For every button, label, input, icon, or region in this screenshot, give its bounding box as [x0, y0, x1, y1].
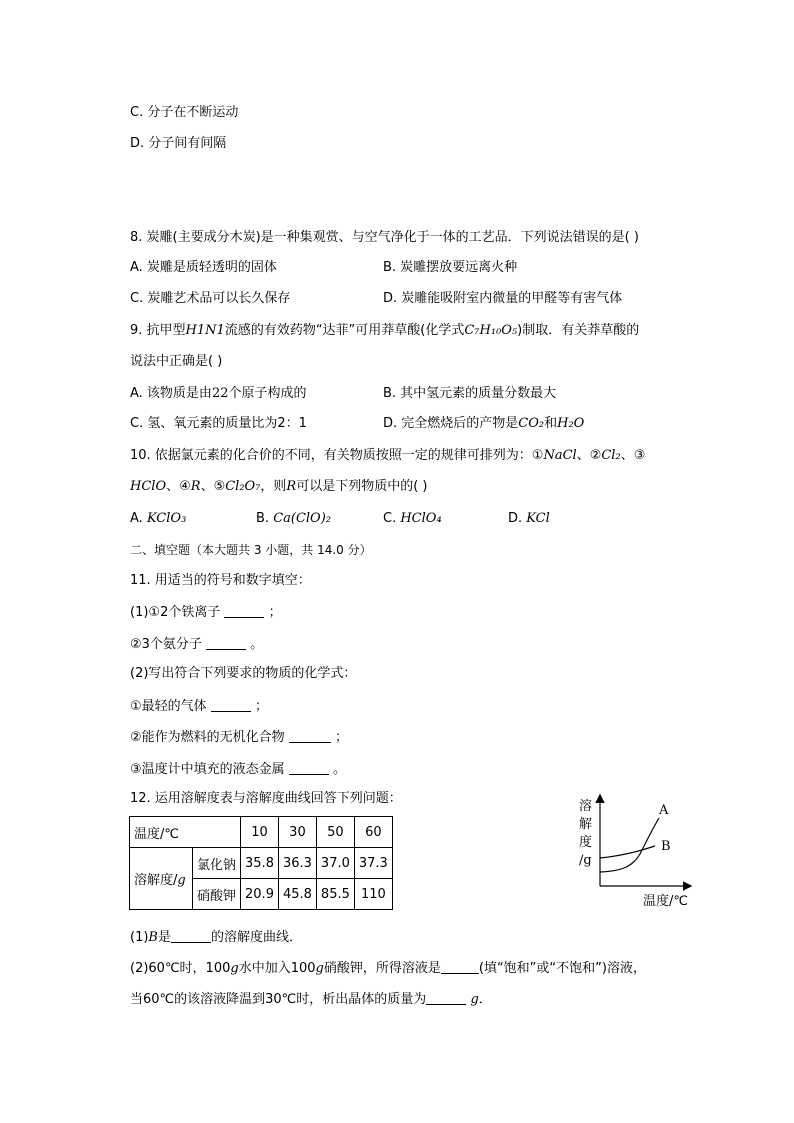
solubility-label: 溶解度/ [134, 873, 178, 888]
y-label-char: 溶 [579, 799, 593, 814]
q12-part2 [130, 959, 646, 978]
y-label-char: 解 [579, 817, 593, 832]
answer-blank[interactable] [171, 928, 211, 943]
q7-option-d: D. 分子间有间隔 [130, 136, 227, 151]
q12-part1-b: B [148, 930, 158, 945]
q9-stem [130, 322, 639, 340]
q11-stem: 11. 用适当的符号和数字填空： [130, 573, 311, 588]
solubility-curve-figure [575, 790, 700, 915]
answer-blank[interactable] [441, 959, 479, 974]
q9-a-text-2: 个原子构成的 [228, 386, 307, 401]
q10-option-c [383, 510, 442, 528]
q8-stem: 8. 炭雕(主要成分木炭)是一种集观赏、与空气净化于一体的工艺品．下列说法错误的是( ) [130, 230, 639, 245]
q9-option-b: B. 其中氢元素的质量分数最大 [383, 386, 557, 401]
table-cell: 20.9 [241, 879, 279, 910]
q12-stem: 12. 运用溶解度表与溶解度曲线回答下列问题： [130, 791, 402, 806]
q9-a-number: 22 [211, 386, 229, 401]
q12-part2-text-3: 硝酸钾，所得溶液是 [323, 961, 441, 976]
q10-formula-4: R [190, 479, 201, 494]
q11-part1-end: ； [268, 605, 282, 620]
q8-option-a: A. 炭雕是质轻透明的固体 [130, 260, 277, 275]
curve-a [600, 818, 659, 872]
answer-blank[interactable] [426, 990, 466, 1005]
q11-part6 [130, 760, 346, 779]
q10-stem-text: 10. 依据氯元素的化合价的不同，有关物质按照一定的规律可排列为：① [130, 448, 544, 463]
q9-d-text-2: 和 [544, 416, 558, 431]
x-axis-label: 温度/℃ [643, 894, 688, 909]
q12-part2-line2-text: 当60℃的该溶液降温到30℃时，析出晶体的质量为 [130, 992, 427, 1007]
q10-stem-end: 可以是下列物质中的( ) [296, 479, 428, 494]
y-label-char: /g [579, 853, 592, 868]
q11-part1-text: (1)①2个铁离子 [130, 605, 221, 620]
q11-part2-end: 。 [250, 637, 264, 652]
table-header-cell: 60 [354, 817, 392, 848]
q11-part2-text: ②3个氨分子 [130, 637, 202, 652]
table-row [130, 848, 393, 879]
q10-sep-4: 、④ [166, 479, 191, 494]
q12-part2-unit-g: g [315, 961, 324, 976]
q11-part5 [130, 728, 348, 747]
q9-option-d [383, 415, 584, 433]
curve-a-label: A [659, 803, 669, 818]
q10-sep-3: 、③ [620, 448, 646, 463]
q10-b-formula: Ca(ClO)₂ [273, 511, 332, 526]
q9-d-text-1: D. 完全燃烧后的产物是 [383, 416, 519, 431]
q12-part2-unit: g [470, 992, 479, 1007]
q12-part2-line2 [130, 990, 492, 1009]
q9-d-formula-co2: CO₂ [518, 416, 545, 431]
table-cell: 37.0 [316, 848, 354, 879]
table-header-cell: 50 [316, 817, 354, 848]
q9-option-a [130, 385, 307, 403]
q11-part2 [130, 635, 263, 654]
q9-d-formula-h2o: H₂O [557, 416, 585, 431]
q11-part1 [130, 603, 282, 622]
table-cell: 37.3 [354, 848, 392, 879]
q12-part2-text-1: (2)60℃时，100 [130, 961, 231, 976]
q10-sep-6: ，则 [260, 479, 287, 494]
answer-blank[interactable] [289, 760, 329, 775]
q10-b-prefix: B. [256, 511, 274, 526]
q11-part4-text: ①最轻的气体 [130, 699, 207, 714]
q10-sep-2: 、② [576, 448, 602, 463]
q9-formula-h1n1: H1N1 [185, 323, 225, 338]
q11-part6-text: ③温度计中填充的液态金属 [130, 762, 285, 777]
q10-stem-line2 [130, 478, 428, 496]
section-fill-in-header: 二、填空题（本大题共 3 小题，共 14.0 分） [130, 543, 372, 557]
q10-d-formula: KCl [526, 511, 550, 526]
q10-formula-5: Cl₂O₇ [225, 479, 261, 494]
q12-part2-text-4: (填“饱和”或“不饱和”)溶液， [478, 961, 646, 976]
solubility-table [129, 816, 393, 910]
q9-formula-shikimic: C₇H₁₀O₅ [464, 323, 518, 338]
answer-blank[interactable] [289, 728, 331, 743]
q10-option-a [130, 510, 186, 528]
y-label-char: 度 [579, 835, 593, 850]
table-cell: 45.8 [278, 879, 316, 910]
q9-option-c: C. 氢、氧元素的质量比为2：1 [130, 416, 307, 431]
q11-part4 [130, 697, 268, 716]
q10-d-prefix: D. [508, 511, 527, 526]
q12-part1-end: 的溶解度曲线． [211, 930, 303, 945]
q9-stem-text-2: 流感的有效药物“达菲”可用莽草酸(化学式 [224, 323, 465, 338]
q10-formula-r: R [286, 479, 297, 494]
q9-stem-text-1: 9. 抗甲型 [130, 323, 186, 338]
table-cell: 35.8 [241, 848, 279, 879]
q12-part2-text-2: 水中加入100 [238, 961, 316, 976]
answer-blank[interactable] [206, 635, 246, 650]
q10-stem [130, 447, 645, 465]
table-header-cell: 30 [278, 817, 316, 848]
table-substance-name: 硝酸钾 [193, 879, 241, 910]
q8-option-b: B. 炭雕摆放要远离火种 [383, 260, 518, 275]
q8-option-c: C. 炭雕艺术品可以长久保存 [130, 291, 291, 306]
q10-formula-2: Cl₂ [601, 448, 621, 463]
answer-blank[interactable] [211, 697, 251, 712]
q10-option-b [256, 510, 331, 528]
q12-part1-text: 是 [157, 930, 171, 945]
q10-formula-1: NaCl [543, 448, 577, 463]
q12-part2-unit-g: g [230, 961, 239, 976]
curve-b [600, 846, 655, 858]
q10-a-prefix: A. [130, 511, 147, 526]
q9-stem-line2: 说法中正确是( ) [130, 354, 223, 369]
table-cell: 110 [354, 879, 392, 910]
q9-a-text-1: A. 该物质是由 [130, 386, 212, 401]
q7-option-c: C. 分子在不断运动 [130, 105, 239, 120]
q10-sep-5: 、⑤ [200, 479, 226, 494]
q12-part2-end: ． [478, 992, 492, 1007]
table-header-cell: 10 [241, 817, 279, 848]
q9-stem-text-3: )制取．有关莽草酸的 [517, 323, 640, 338]
q11-part6-end: 。 [332, 762, 346, 777]
q10-c-formula: HClO₄ [400, 511, 442, 526]
q12-part1 [130, 928, 302, 947]
solubility-unit: g [177, 873, 186, 888]
q10-formula-3: HClO [130, 479, 167, 494]
table-substance-name: 氯化钠 [193, 848, 241, 879]
table-cell: 85.5 [316, 879, 354, 910]
q11-part4-end: ； [254, 699, 268, 714]
curve-b-label: B [661, 839, 671, 854]
table-row-header-solubility [130, 848, 193, 910]
q8-option-d: D. 炭雕能吸附室内微量的甲醛等有害气体 [383, 291, 623, 306]
q10-c-prefix: C. [383, 511, 401, 526]
q11-part5-end: ； [334, 730, 348, 745]
q11-part3: (2)写出符合下列要求的物质的化学式： [130, 666, 357, 681]
table-header-temp: 温度/℃ [130, 817, 241, 848]
table-cell: 36.3 [278, 848, 316, 879]
q10-a-formula: KClO₃ [146, 511, 187, 526]
table-row [130, 817, 393, 848]
answer-blank[interactable] [224, 603, 264, 618]
q10-option-d [508, 510, 550, 528]
q12-part1-prefix: (1) [130, 930, 149, 945]
q11-part5-text: ②能作为燃料的无机化合物 [130, 730, 285, 745]
